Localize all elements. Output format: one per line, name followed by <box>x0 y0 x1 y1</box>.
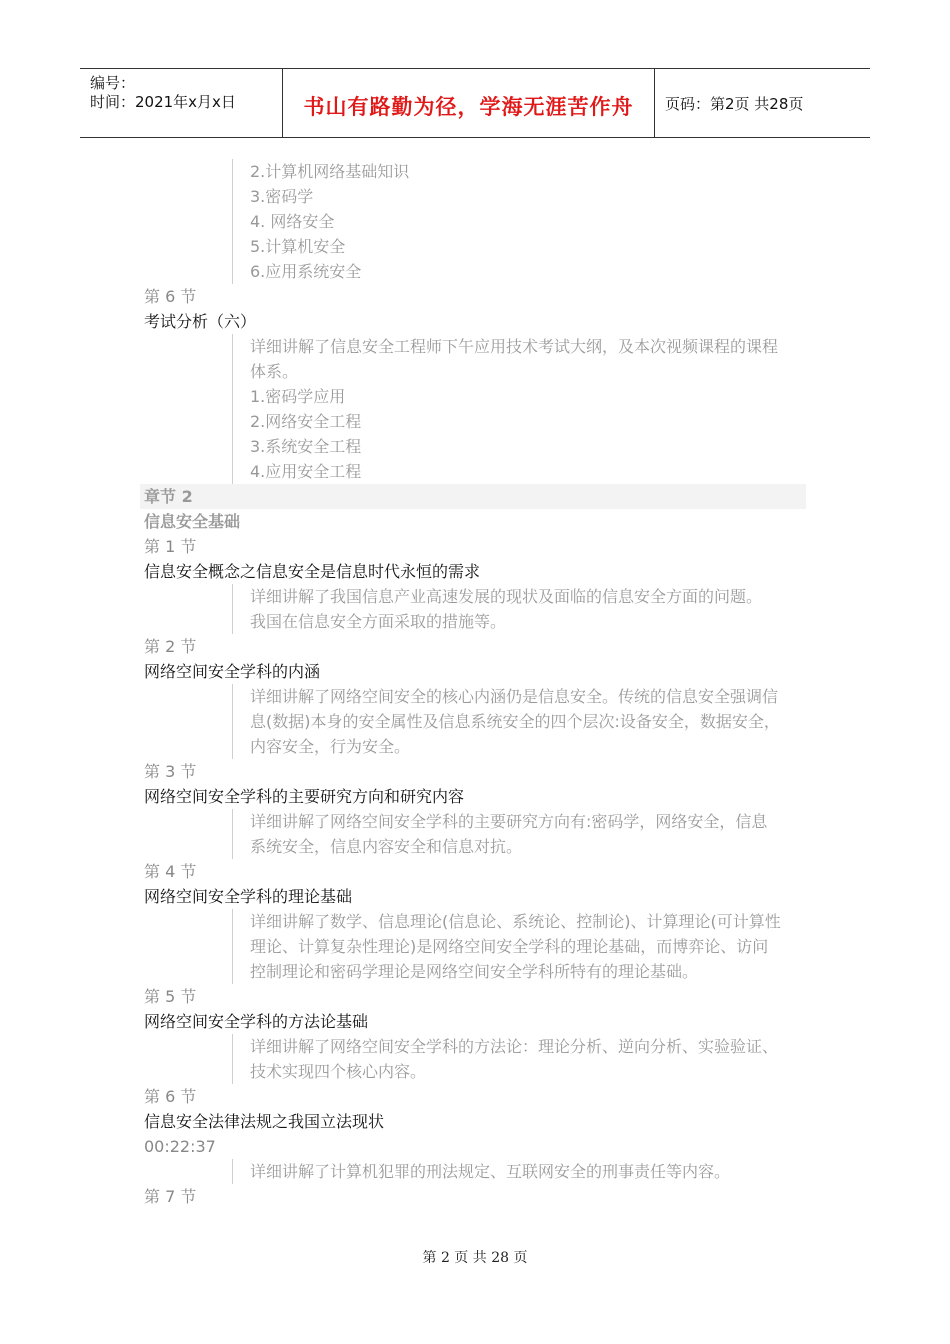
indent-rule <box>232 159 233 284</box>
motto-text: 书山有路勤为径，学海无涯苦作舟 <box>303 95 634 119</box>
indent-rule <box>232 1159 233 1184</box>
section-title[interactable]: 网络空间安全学科的方法论基础 <box>144 1012 369 1031</box>
section-label: 第 2 节 <box>144 637 197 656</box>
list-item: 2.网络安全工程 <box>250 412 362 431</box>
section-title[interactable]: 信息安全法律法规之我国立法现状 <box>144 1112 385 1131</box>
video-duration: 00:22:37 <box>144 1137 216 1156</box>
serial-number-label: 编号： <box>90 74 136 92</box>
date-label: 时间：2021年x月x日 <box>90 93 236 111</box>
indent-rule <box>232 1034 233 1084</box>
section-description: 详细讲解了网络空间安全学科的主要研究方向有:密码学，网络安全，信息 <box>250 812 768 831</box>
section-description: 详细讲解了计算机犯罪的刑法规定、互联网安全的刑事责任等内容。 <box>250 1162 731 1181</box>
list-item: 2.计算机网络基础知识 <box>250 162 410 181</box>
indent-rule <box>232 334 233 484</box>
section-label: 第 6 节 <box>144 1087 197 1106</box>
list-item: 4. 网络安全 <box>250 212 335 231</box>
section-title[interactable]: 网络空间安全学科的理论基础 <box>144 887 353 906</box>
section-title[interactable]: 信息安全概念之信息安全是信息时代永恒的需求 <box>144 562 481 581</box>
section-title[interactable]: 网络空间安全学科的内涵 <box>144 662 321 681</box>
section-description: 技术实现四个核心内容。 <box>250 1062 427 1081</box>
section-description: 息(数据)本身的安全属性及信息系统安全的四个层次:设备安全，数据安全， <box>250 712 780 731</box>
indent-rule <box>232 909 233 984</box>
chapter-label: 章节 2 <box>144 487 193 506</box>
section-label: 第 1 节 <box>144 537 197 556</box>
list-item: 6.应用系统安全 <box>250 262 362 281</box>
list-item: 4.应用安全工程 <box>250 462 362 481</box>
section-label: 第 6 节 <box>144 287 197 306</box>
section-description: 详细讲解了数学、信息理论(信息论、系统论、控制论)、计算理论(可计算性 <box>250 912 781 931</box>
section-title[interactable]: 考试分析（六） <box>144 312 257 331</box>
section-description: 详细讲解了信息安全工程师下午应用技术考试大纲，及本次视频课程的课程 <box>250 337 779 356</box>
list-item: 3.密码学 <box>250 187 314 206</box>
section-description: 详细讲解了网络空间安全的核心内涵仍是信息安全。传统的信息安全强调信 <box>250 687 779 706</box>
chapter-header-bar <box>140 484 806 509</box>
list-item: 1.密码学应用 <box>250 387 346 406</box>
section-title[interactable]: 网络空间安全学科的主要研究方向和研究内容 <box>144 787 465 806</box>
indent-rule <box>232 684 233 759</box>
section-description: 系统安全，信息内容安全和信息对抗。 <box>250 837 523 856</box>
section-label: 第 5 节 <box>144 987 197 1006</box>
section-description: 详细讲解了我国信息产业高速发展的现状及面临的信息安全方面的问题。 <box>250 587 763 606</box>
section-description: 体系。 <box>250 362 299 381</box>
section-description: 控制理论和密码学理论是网络空间安全学科所特有的理论基础。 <box>250 962 699 981</box>
chapter-title: 信息安全基础 <box>144 512 241 531</box>
section-label: 第 7 节 <box>144 1187 197 1206</box>
section-description: 详细讲解了网络空间安全学科的方法论：理论分析、逆向分析、实验验证、 <box>250 1037 779 1056</box>
list-item: 5.计算机安全 <box>250 237 346 256</box>
section-label: 第 3 节 <box>144 762 197 781</box>
indent-rule <box>232 584 233 634</box>
section-description: 我国在信息安全方面采取的措施等。 <box>250 612 507 631</box>
indent-rule <box>232 809 233 859</box>
page-footer: 第 2 页 共 28 页 <box>422 1250 528 1266</box>
section-description: 理论、计算复杂性理论)是网络空间安全学科的理论基础，而博弈论、访问 <box>250 937 769 956</box>
list-item: 3.系统安全工程 <box>250 437 362 456</box>
section-description: 内容安全，行为安全。 <box>250 737 411 756</box>
header-page-info: 页码：第2页 共28页 <box>665 95 804 113</box>
section-label: 第 4 节 <box>144 862 197 881</box>
